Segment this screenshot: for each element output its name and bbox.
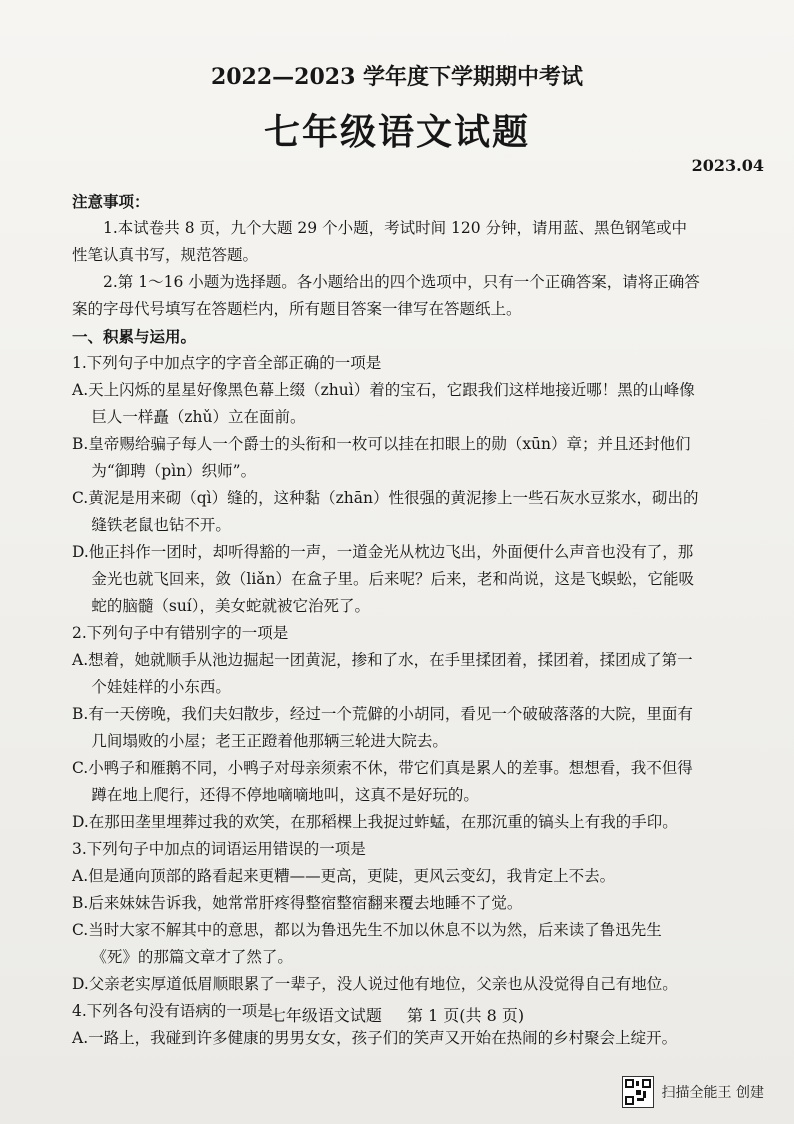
exam-title: 七年级语文试题 [263, 111, 530, 153]
exam-term-heading: 2022—2023 学年度下学期期中考试 [210, 64, 584, 90]
scanner-watermark [622, 1076, 764, 1108]
question-stem: 4.下列各句没有语病的一项是 [72, 1002, 273, 1020]
exam-date: 2023.04 [691, 156, 764, 175]
option-a: A.但是通向顶部的路看起来更糟——更高，更陡，更风云变幻，我肯定上不去。 [72, 867, 616, 885]
option-b: B.有一天傍晚，我们夫妇散步，经过一个荒僻的小胡同，看见一个破破落落的大院，里面有几间塌败的小屋；老王正蹬着他那辆三轮进大院去。 [72, 705, 693, 750]
question-stem: 1.下列句子中加点字的字音全部正确的一项是 [72, 354, 382, 372]
page-footer [0, 1003, 794, 1026]
option-a: A.天上闪烁的星星好像黑色幕上缀（zhuì）着的宝石，它跟我们这样地接近哪！黑的山峰像巨人一样矗（zhǔ）立在面前。 [72, 381, 695, 426]
qr-code-icon [622, 1076, 654, 1108]
option-b: B.皇帝赐给骗子每人一个爵士的头衔和一枚可以挂在扣眼上的勋（xūn）章；并且还封他们为“御聘（pìn）织师”。 [72, 435, 691, 480]
footer-page-number: 第 1 页(共 8 页) [406, 1006, 525, 1025]
question-stem: 3.下列句子中加点的词语运用错误的一项是 [72, 840, 366, 858]
watermark-text: 扫描全能王 创建 [661, 1085, 764, 1101]
footer-subject: 七年级语文试题 [269, 1006, 382, 1025]
question-stem: 2.下列句子中有错别字的一项是 [72, 624, 289, 642]
option-d: D.父亲老实厚道低眉顺眼累了一辈子，没人说过他有地位，父亲也从没觉得自己有地位。 [72, 975, 678, 993]
notice-heading: 注意事项： [72, 192, 150, 211]
option-c: C.当时大家不解其中的意思，都以为鲁迅先生不加以休息不以为然，后来读了鲁迅先生《死》的那篇文章才了然了。 [72, 921, 662, 966]
notice-item-2: 2.第 1～16 小题为选择题。各小题给出的四个选项中，只有一个正确答案，请将正确答案的字母代号填写在答题栏内，所有题目答案一律写在答题纸上。 [72, 273, 700, 318]
notice-item-1: 1.本试卷共 8 页，九个大题 29 个小题，考试时间 120 分钟，请用蓝、黑色钢笔或中性笔认真书写，规范答题。 [72, 219, 688, 264]
option-a: A.想着，她就顺手从池边掘起一团黄泥，掺和了水，在手里揉团着，揉团着，揉团成了第一个娃娃样的小东西。 [72, 651, 693, 696]
option-c: C.小鸭子和雁鹅不同，小鸭子对母亲须索不休，带它们真是累人的差事。想想看，我不但得蹲在地上爬行，还得不停地嘀嘀地叫，这真不是好玩的。 [72, 759, 693, 804]
exam-content [72, 188, 700, 1052]
option-b: B.后来妹妹告诉我，她常常肝疼得整宿整宿翻来覆去地睡不了觉。 [72, 894, 523, 912]
option-a: A.一路上，我碰到许多健康的男男女女，孩子们的笑声又开始在热闹的乡村聚会上绽开。 [72, 1029, 678, 1047]
option-d: D.在那田垄里埋葬过我的欢笑，在那稻棵上我捉过蚱蜢，在那沉重的镐头上有我的手印。 [72, 813, 678, 831]
option-d: D.他正抖作一团时，却听得豁的一声，一道金光从枕边飞出，外面便什么声音也没有了，那金光也就飞回来，敛（liǎn）在盒子里。后来呢？后来，老和尚说，这是飞蜈蚣，它能吸蛇的脑髓（suí），美女蛇就被它治死了。 [72, 543, 695, 615]
section-heading: 一、积累与运用。 [72, 327, 197, 346]
option-c: C.黄泥是用来砌（qì）缝的，这种黏（zhān）性很强的黄泥掺上一些石灰水豆浆水，砌出的缝铁老鼠也钻不开。 [72, 489, 699, 534]
